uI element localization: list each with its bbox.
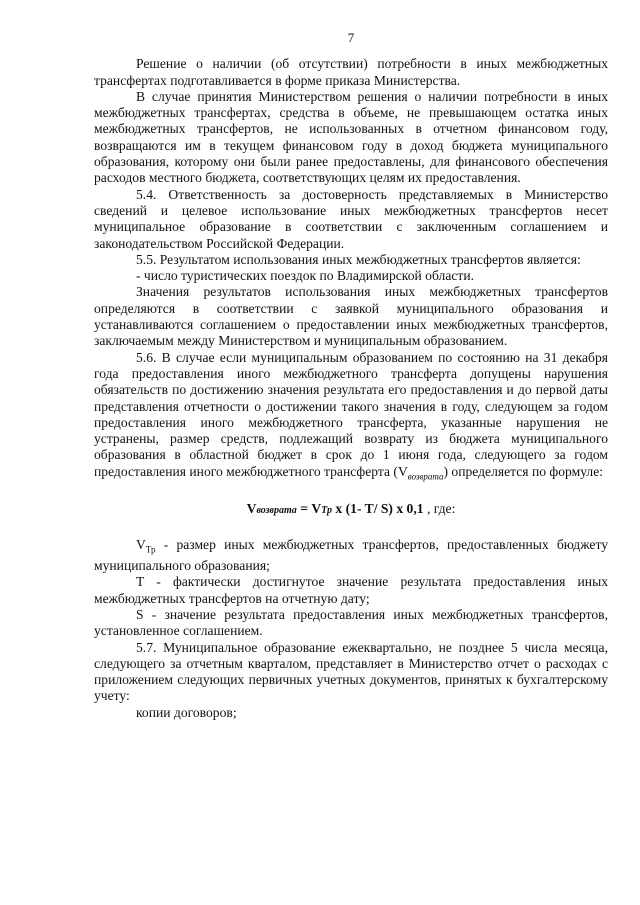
- formula-tr-subscript: Тр: [321, 504, 333, 516]
- paragraph-return-funds: В случае принятия Министерством решения о наличии потребности в иных межбюджетных трансфертах, средства в объеме, не превышающем остатка иных межбюджетных трансфертов, не использованных в отчетном финансовом году, возвращаются им в текущем финансовом году в доход бюджета муниципального образования, которому они были ранее предоставлены, для финансового обеспечения расходов местного бюджета, соответствующих целям их предоставления.: [94, 88, 608, 186]
- formula-rest: x (1- T/ S) x 0,1: [332, 500, 424, 516]
- paragraph-5-4: 5.4. Ответственность за достоверность представляемых в Министерство сведений и целевое использование иных межбюджетных трансфертов несет муниципальное образование в соответствии с заключенным соглашением и законодательством Российской Федерации.: [94, 186, 608, 251]
- paragraph-5-6-subscript: возврата: [407, 471, 444, 482]
- formula-v: V: [246, 500, 257, 516]
- definition-t: T - фактически достигнутое значение результата предоставления иных межбюджетных трансфертов на отчетную дату;: [94, 574, 608, 606]
- definition-vtr-v: V: [136, 537, 146, 553]
- paragraph-result-item: - число туристических поездок по Владимирской области.: [136, 268, 474, 284]
- formula-eq: = V: [296, 500, 322, 516]
- formula-tail: , где:: [423, 500, 456, 516]
- page-number: 7: [347, 30, 355, 45]
- paragraph-5-7: 5.7. Муниципальное образование ежеквартально, не позднее 5 числа месяца, следующего за отчетным кварталом, представляет в Министерство отчет о расходах с приложением следующих первичных учетных документов, принятых к бухгалтерскому учету:: [94, 639, 608, 704]
- definition-vtr-subscript: Тр: [145, 544, 156, 555]
- paragraph-5-6-text: 5.6. В случае если муниципальным образованием по состоянию на 31 декабря года предоставления иного межбюджетного трансферта допущены нарушения обязательств по достижению значения результата его предоставления и до первой даты представления отчетности о достижении такого значения в году, следующем за годом предоставления иного межбюджетного трансферта, указанные нарушения не устранены, размер средств, подлежащий возврату из бюджета муниципального образования в областной бюджет в срок до 1 июня года, следующего за годом предоставления иного межбюджетного трансферта (V: [94, 349, 608, 479]
- formula-v-subscript: возврата: [256, 504, 297, 516]
- paragraph-5-5: 5.5. Результатом использования иных межбюджетных трансфертов является:: [136, 251, 581, 267]
- paragraph-contracts: копии договоров;: [136, 704, 237, 720]
- definition-vtr-text: - размер иных межбюджетных трансфертов, предоставленных бюджету муниципального образования;: [94, 537, 608, 574]
- paragraph-result-values: Значения результатов использования иных межбюджетных трансфертов определяются в соответствии с заявкой муниципального образования и устанавливаются соглашением о предоставлении иных межбюджетных трансфертов, заключаемым между Министерством и муниципальным образованием.: [94, 284, 608, 349]
- paragraph-decision: Решение о наличии (об отсутствии) потребности в иных межбюджетных трансфертах подготавливается в форме приказа Министерства.: [94, 56, 608, 88]
- paragraph-5-6-end: ) определяется по формуле:: [443, 463, 604, 479]
- paragraph-5-6: [94, 350, 608, 485]
- definition-s: S - значение результата предоставления иных межбюджетных трансфертов, установленное соглашением.: [94, 606, 608, 639]
- definition-vtr: [94, 537, 608, 574]
- formula: [94, 501, 608, 519]
